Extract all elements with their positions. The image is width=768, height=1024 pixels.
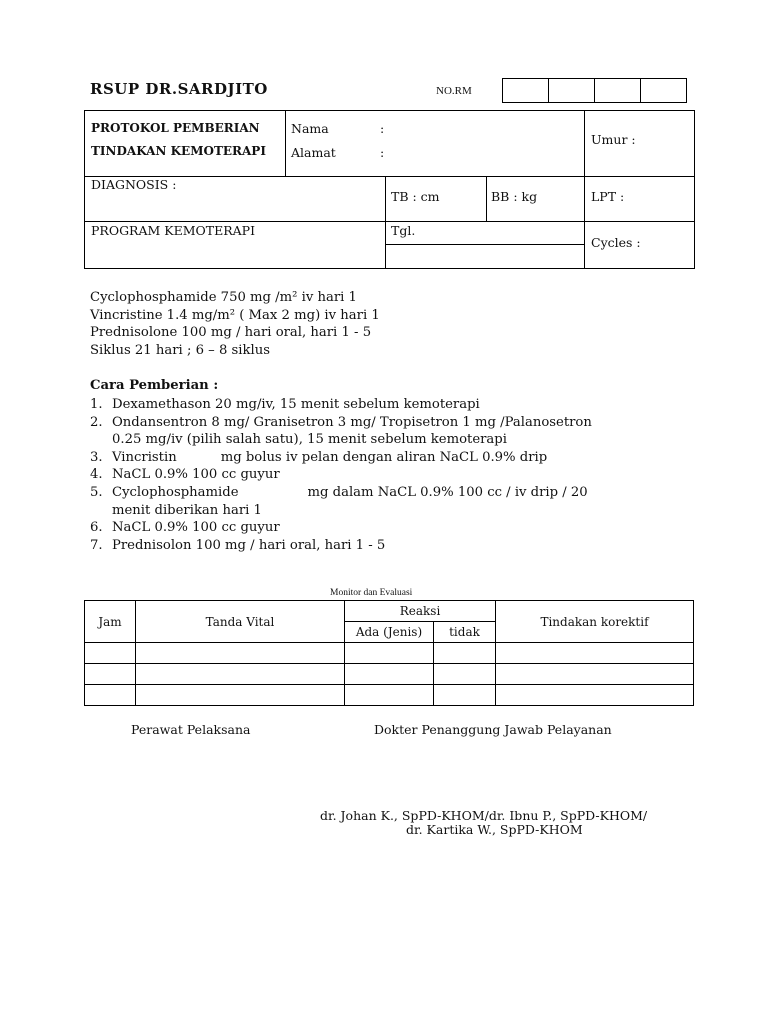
cyclophosphamide-dose-blank[interactable] [239, 484, 308, 502]
list-item: 3. Vincristin mg bolus iv pelan dengan aliran NaCL 0.9% drip [90, 449, 548, 465]
list-item-continued: 0.25 mg/iv (pilih salah satu), 15 menit sebelum kemoterapi [112, 432, 507, 448]
monitor-title: Monitor dan Evaluasi [330, 588, 413, 598]
col-header-ada: Ada (Jenis) [345, 622, 434, 643]
alamat-field[interactable] [390, 143, 575, 161]
table-row [85, 664, 694, 685]
table-row [85, 643, 694, 664]
cara-list [90, 396, 592, 554]
monitor-table [84, 600, 694, 706]
diagnosis-label: DIAGNOSIS : [91, 177, 177, 192]
vincristin-dose-blank[interactable] [177, 449, 221, 467]
protocol-title-line2: TINDAKAN KEMOTERAPI [91, 144, 266, 158]
table-cell[interactable] [345, 664, 434, 685]
list-item: 2. Ondansentron 8 mg/ Granisetron 3 mg/ Tropisetron 1 mg /Palanosetron [90, 414, 592, 430]
dokter-label: Dokter Penanggung Jawab Pelayanan [374, 722, 612, 737]
col-header-tidak: tidak [434, 622, 496, 643]
no-rm-boxes [502, 78, 687, 103]
table-cell[interactable] [85, 643, 136, 664]
table-cell[interactable] [345, 643, 434, 664]
table-row [85, 685, 694, 706]
list-item: 5. Cyclophosphamide mg dalam NaCL 0.9% 100 cc / iv drip / 20 [90, 484, 588, 500]
list-item: 4. NaCL 0.9% 100 cc guyur [90, 467, 280, 483]
tb-label: TB : cm [391, 189, 440, 204]
protocol-title-line1: PROTOKOL PEMBERIAN [91, 121, 260, 135]
regimen-line: Siklus 21 hari ; 6 – 8 siklus [90, 343, 270, 358]
perawat-label: Perawat Pelaksana [131, 722, 251, 737]
no-rm-box[interactable] [549, 79, 595, 103]
col-header-tindakan: Tindakan korektif [496, 601, 694, 643]
doctors-line1: dr. Johan K., SpPD-KHOM/dr. Ibnu P., SpPD-KHOM/ [320, 808, 648, 823]
table-cell[interactable] [434, 643, 496, 664]
table-cell[interactable] [85, 685, 136, 706]
regimen-line: Vincristine 1.4 mg/m² ( Max 2 mg) iv hari 1 [90, 308, 380, 323]
no-rm-box[interactable] [503, 79, 549, 103]
tgl-label: Tgl. [391, 223, 416, 238]
alamat-colon: : [380, 145, 385, 160]
list-item-continued: menit diberikan hari 1 [112, 502, 262, 518]
col-header-jam: Jam [85, 601, 136, 643]
table-cell[interactable] [434, 685, 496, 706]
table-cell[interactable] [434, 664, 496, 685]
bb-label: BB : kg [491, 189, 538, 204]
table-cell[interactable] [85, 664, 136, 685]
table-cell[interactable] [136, 643, 345, 664]
list-item: 6. NaCL 0.9% 100 cc guyur [90, 520, 280, 536]
table-cell[interactable] [345, 685, 434, 706]
patient-info-box [84, 110, 695, 269]
table-cell[interactable] [496, 664, 694, 685]
no-rm-box[interactable] [641, 79, 687, 103]
no-rm-label: NO.RM [436, 85, 472, 97]
col-header-reaksi: Reaksi [345, 601, 496, 622]
cycles-label: Cycles : [591, 235, 641, 250]
umur-label: Umur : [591, 132, 636, 147]
cara-title: Cara Pemberian : [90, 378, 219, 393]
hospital-name: RSUP DR.SARDJITO [90, 80, 268, 98]
list-item: 1. Dexamethason 20 mg/iv, 15 menit sebelum kemoterapi [90, 397, 480, 412]
table-cell[interactable] [136, 664, 345, 685]
nama-field[interactable] [390, 119, 575, 137]
table-cell[interactable] [496, 643, 694, 664]
table-cell[interactable] [136, 685, 345, 706]
col-header-tanda-vital: Tanda Vital [136, 601, 345, 643]
no-rm-box[interactable] [595, 79, 641, 103]
lpt-label: LPT : [591, 189, 625, 204]
regimen-line: Cyclophosphamide 750 mg /m² iv hari 1 [90, 290, 357, 305]
doctors-line2: dr. Kartika W., SpPD-KHOM [406, 822, 583, 837]
nama-colon: : [380, 121, 385, 136]
regimen-line: Prednisolone 100 mg / hari oral, hari 1 - 5 [90, 325, 372, 340]
nama-label: Nama [291, 121, 329, 136]
program-label: PROGRAM KEMOTERAPI [91, 223, 256, 238]
list-item: 7. Prednisolon 100 mg / hari oral, hari 1 - 5 [90, 537, 386, 553]
table-cell[interactable] [496, 685, 694, 706]
alamat-label: Alamat [291, 145, 336, 160]
